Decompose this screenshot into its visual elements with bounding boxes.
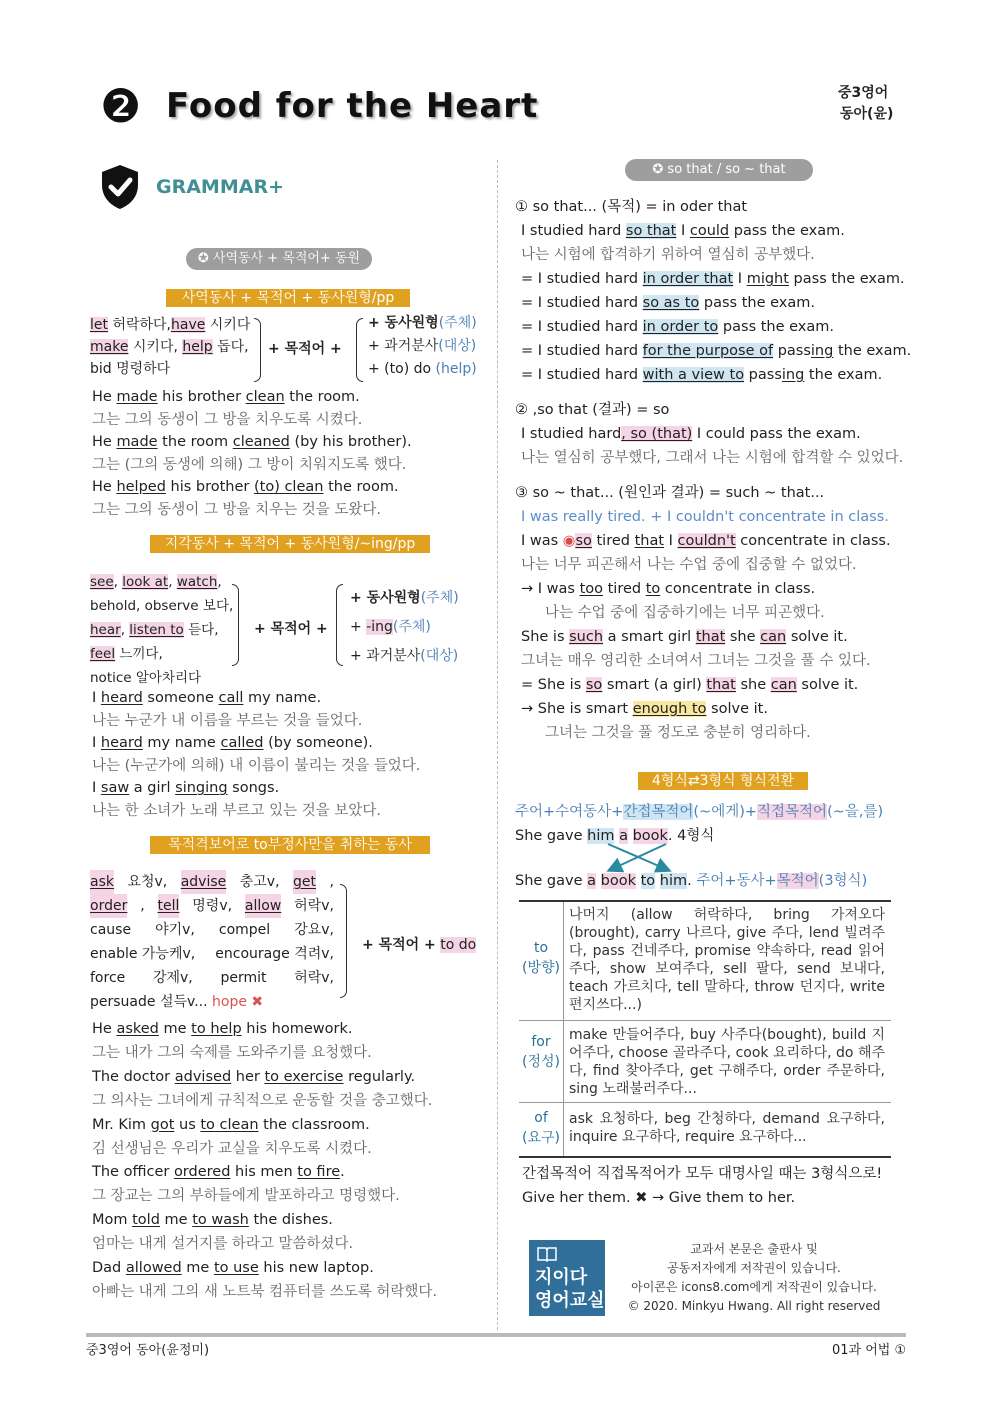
shield-check-icon: [98, 163, 142, 211]
bar-to-infinitive: 목적격보어로 to부정사만을 취하는 동사: [150, 836, 430, 854]
bar-causative: 사역동사 + 목적어 + 동사원형/pp: [166, 289, 410, 307]
section-pill-causative: ✪ 사역동사 + 목적어+ 동원: [186, 248, 372, 270]
brace-right: [340, 884, 347, 998]
publisher-label: 동아(윤): [840, 106, 894, 122]
perception-verbs: see, look at, watch, behold, observe 보다, hear, listen to 듣다, feel 느끼다, notice 알아차리다: [90, 574, 234, 686]
footer-rule: [86, 1333, 906, 1337]
table-row-of: of (요구) ask 요청하다, beg 간청하다, demand 요구하다, inquire 요구하다, require 요구하다...: [522, 1110, 885, 1146]
brace-right: [232, 584, 239, 666]
so-that-result: ② ,so that (결과) = so I studied hard, so (that) I could pass the exam. 나는 열심히 공부했다, 그래서 나는 시험에 합격할 수 있었다.: [515, 402, 904, 466]
section-pill-so-that: ✪ so that / so ~ that: [625, 159, 813, 181]
book-icon: [537, 1246, 557, 1262]
brace-left: [336, 584, 343, 666]
copyright-notice: 교과서 본문은 출판사 및 공동저자에게 저작권이 있습니다. 아이콘은 icons8.com에게 저작권이 있습니다. © 2020. Minkyu Hwang. All right reserved: [627, 1242, 881, 1313]
footer-left: 중3영어 동아(윤정미): [86, 1343, 210, 1358]
pill-bullet-icon: ✪: [197, 251, 209, 266]
conversion-4: She gave him a book. 4형식: [515, 828, 715, 844]
pronoun-note: 간접목적어 직접목적어가 모두 대명사일 때는 3형식으로!: [522, 1166, 883, 1182]
column-divider: [497, 160, 498, 1330]
causative-examples: He made his brother clean the room. 그는 그의 동생이 그 방을 치우도록 시켰다. He made the room cleaned (by his brother). 그는 (그의 동생에 의해) 그 방이 치워지도록 했다. He helped his brother (to) clean the room. 그는 그의 동생이 그 방을 치우는 것을 도왔다.: [92, 389, 412, 518]
to-infinitive-object: + 목적어 + to do: [362, 937, 477, 953]
causative-object: + 목적어 +: [268, 341, 342, 357]
conversion-formula: 주어+수여동사+간접목적어(~에게)+직접목적어(~을,를): [515, 804, 884, 820]
so-that-purpose: ① so that... (목적) = in oder that I studied hard so that I could pass the exam. 나는 시험에 합격하기 위하여 열심히 공부했다. = I studied hard in order that I might pass the exam. = I studied hard so as to pass the exam. = I studied hard in order to pass the exam. = I studied hard for the purpose of passing the exam. = I studied hard with a view to passing the exam.: [515, 199, 912, 383]
pronoun-example: Give her them. ✖ → Give them to her.: [522, 1190, 796, 1206]
grammar-heading: GRAMMAR+: [156, 176, 284, 198]
table-row-to: to (방향) 나머지 (allow 허락하다, bring 가져오다(brought), carry 나르다, give 주다, lend 빌려주다, pass 건네주다, promise 약속하다, read 읽어주다, show 보여주다, sell 팔다, send 보내다, teach 가르치다, tell 말하다, throw 던지다, write 편지쓰다...): [522, 907, 885, 1013]
lesson-number: ❷: [100, 79, 142, 133]
brace-left: [356, 318, 363, 382]
perception-examples: I heard someone call my name. 나는 누군가 내 이름을 부르는 것을 들었다. I heard my name called (by someone). 나는 (누군가에 의해) 내 이름이 불리는 것을 들었다. I saw a girl singing songs. 나는 한 소녀가 노래 부르고 있는 것을 보았다.: [92, 690, 421, 819]
causative-forms: + 동사원형(주체) + 과거분사(대상) + (to) do (help): [368, 315, 477, 377]
table-row-for: for (정성) make 만들어주다, buy 사주다(bought), build 지어주다, choose 골라주다, cook 요리하다, do 해주다, find 찾아주다, get 구해주다, order 주문하다, sing 노래불러주다...: [522, 1027, 885, 1097]
pill-bullet-icon: ✪: [652, 162, 664, 177]
to-infinitive-verbs: ask 요청v, advise 충고v, get , order , tell 명령v, allow 허락v, cause 야기v, compel 강요v, enable 가능케v, encourage 격려v, force 강제v, permit 허락v, persuade 설득v... hope ✖: [90, 870, 334, 1014]
bar-4to3: 4형식⇄3형식 형식전환: [638, 772, 808, 790]
page-title: Food for the Heart: [166, 86, 539, 126]
causative-verbs: let 허락하다,have 시키다 make 시키다, help 돕다, bid 명령하다: [90, 317, 251, 377]
logo: 지이다 영어교실: [529, 1240, 605, 1316]
conversion-3: She gave a book to him. 주어+동사+목적어(3형식): [515, 873, 868, 889]
perception-object: + 목적어 +: [254, 621, 328, 637]
grade-label: 중3영어: [838, 85, 889, 101]
footer-right: 01과 어법 ①: [832, 1343, 907, 1358]
so-that-cause: ③ so ~ that... (원인과 결과) = such ~ that... I was really tired. + I couldn't concentrate in class. I was ◉so tired that I couldn't concentrate in class. 나는 너무 피곤해서 나는 수업 중에 집중할 수 없었다. → I was too tired to concentrate in class. 나는 수업 중에 집중하기에는 너무 피곤했다. She is such a smart girl that she can solve it. 그녀는 매우 영리한 소녀여서 그녀는 그것을 풀 수 있다. = She is so smart (a girl) that she can solve it. → She is smart enough to solve it. 그녀는 그것을 풀 정도로 충분히 영리하다.: [515, 485, 891, 741]
brace-right: [254, 318, 261, 382]
to-infinitive-examples: He asked me to help his homework. 그는 내가 그의 숙제를 도와주기를 요청했다. The doctor advised her to exercise regularly. 그 의사는 그녀에게 규칙적으로 운동할 것을 충고했다. Mr. Kim got us to clean the classroom. 김 선생님은 우리가 교실을 치우도록 시켰다. The officer ordered his men to fire. 그 장교는 그의 부하들에게 발포하라고 명령했다. Mom told me to wash the dishes. 엄마는 내게 설거지를 하라고 말씀하셨다. Dad allowed me to use his new laptop. 아빠는 내게 그의 새 노트북 컴퓨터를 쓰도록 허락했다.: [92, 1021, 438, 1300]
bar-perception: 지각동사 + 목적어 + 동사원형/~ing/pp: [150, 535, 430, 553]
perception-forms: + 동사원형(주체) + -ing(주체) + 과거분사(대상): [350, 590, 459, 664]
preposition-table: [519, 900, 891, 1158]
